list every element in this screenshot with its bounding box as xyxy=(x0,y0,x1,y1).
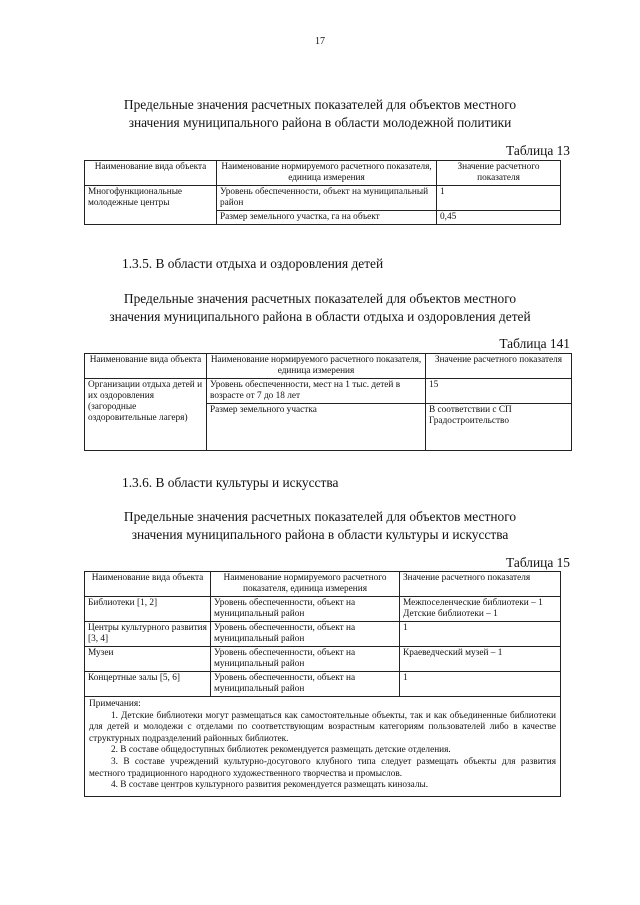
header-value: Значение расчетного показателя xyxy=(426,354,572,379)
heading-culture-arts xyxy=(80,508,560,544)
table-row xyxy=(85,597,561,622)
table-row xyxy=(85,647,561,672)
value-cell: 1 xyxy=(400,622,561,647)
table-header-row xyxy=(85,161,561,186)
header-indicator: Наименование нормируемого расчетного показателя, единица измерения xyxy=(211,572,400,597)
indicator-cell: Уровень обеспеченности, объект на муниципальный район xyxy=(217,186,437,211)
heading-line: значения муниципального района в области культуры и искусства xyxy=(131,527,509,542)
table-caption-141: Таблица 141 xyxy=(499,336,570,351)
value-cell xyxy=(400,597,561,622)
header-object: Наименование вида объекта xyxy=(85,161,217,186)
header-indicator: Наименование нормируемого расчетного показателя, единица измерения xyxy=(217,161,437,186)
object-cell: Центры культурного развития [3, 4] xyxy=(85,622,211,647)
table-row xyxy=(85,622,561,647)
object-cell: Библиотеки [1, 2] xyxy=(85,597,211,622)
indicator-cell: Уровень обеспеченности, объект на муниципальный район xyxy=(211,647,400,672)
table-caption-15: Таблица 15 xyxy=(506,555,570,570)
header-object: Наименование вида объекта xyxy=(85,354,207,379)
note-item: 1. Детские библиотеки могут размещаться как самостоятельные объекты, так и как объединенные библиотеки для детей и молодежи с отделами по соответствующим возрастным категориям пользователей либо в качестве структурных подразделений районных библиотек. xyxy=(89,710,556,744)
notes-title: Примечания: xyxy=(89,699,141,709)
header-value: Значение расчетного показателя xyxy=(437,161,561,186)
page-number: 17 xyxy=(315,36,325,47)
header-value: Значение расчетного показателя xyxy=(400,572,561,597)
table-row xyxy=(85,672,561,697)
table-header-row xyxy=(85,354,572,379)
object-cell: Концертные залы [5, 6] xyxy=(85,672,211,697)
value-cell: 1 xyxy=(437,186,561,211)
notes-row xyxy=(85,697,561,797)
object-cell: Музеи xyxy=(85,647,211,672)
indicator-cell: Размер земельного участка xyxy=(207,404,426,451)
heading-line: значения муниципального района в области отдыха и оздоровления детей xyxy=(109,309,531,324)
note-item: 4. В составе центров культурного развития рекомендуется размещать кинозалы. xyxy=(111,780,429,791)
indicator-cell: Уровень обеспеченности, объект на муниципальный район xyxy=(211,672,400,697)
heading-line: Предельные значения расчетных показателей для объектов местного xyxy=(123,291,517,306)
section-title-1-3-5: 1.3.5. В области отдыха и оздоровления детей xyxy=(122,256,384,271)
value-line: Детские библиотеки – 1 xyxy=(403,609,498,619)
heading-youth-policy xyxy=(80,96,560,132)
value-cell: В соответствии с СП Градостроительство xyxy=(426,404,572,451)
indicator-cell: Уровень обеспеченности, объект на муниципальный район xyxy=(211,597,400,622)
object-cell: Многофункциональные молодежные центры xyxy=(85,186,217,225)
value-cell: Краеведческий музей – 1 xyxy=(400,647,561,672)
table-caption-13: Таблица 13 xyxy=(506,143,570,158)
value-line: Межпоселенческие библиотеки – 1 xyxy=(403,598,543,608)
indicator-cell: Уровень обеспеченности, объект на муниципальный район xyxy=(211,622,400,647)
header-object: Наименование вида объекта xyxy=(85,572,211,597)
table-141 xyxy=(84,353,572,451)
value-cell: 0,45 xyxy=(437,211,561,225)
indicator-cell: Уровень обеспеченности, мест на 1 тыс. детей в возрасте от 7 до 18 лет xyxy=(207,379,426,404)
note-item: 2. В составе общедоступных библиотек рекомендуется размещать детские отделения. xyxy=(111,745,451,756)
heading-line: значения муниципального района в области молодежной политики xyxy=(128,115,512,130)
object-cell: Организации отдыха детей и их оздоровления (загородные оздоровительные лагеря) xyxy=(85,379,207,451)
table-row xyxy=(85,186,561,211)
header-indicator: Наименование нормируемого расчетного показателя, единица измерения xyxy=(207,354,426,379)
heading-line: Предельные значения расчетных показателей для объектов местного xyxy=(123,97,517,112)
heading-children-recreation xyxy=(80,290,560,326)
table-header-row xyxy=(85,572,561,597)
section-title-1-3-6: 1.3.6. В области культуры и искусства xyxy=(122,475,339,490)
table-15 xyxy=(84,571,561,797)
heading-line: Предельные значения расчетных показателей для объектов местного xyxy=(123,509,517,524)
table-13 xyxy=(84,160,561,225)
value-cell: 15 xyxy=(426,379,572,404)
notes-cell xyxy=(85,697,561,797)
value-cell: 1 xyxy=(400,672,561,697)
table-row xyxy=(85,379,572,404)
note-item: 3. В составе учреждений культурно-досугового клубного типа следует размещать объекты для развития местного традиционного народного художественного творчества и промыслов. xyxy=(89,756,556,779)
indicator-cell: Размер земельного участка, га на объект xyxy=(217,211,437,225)
